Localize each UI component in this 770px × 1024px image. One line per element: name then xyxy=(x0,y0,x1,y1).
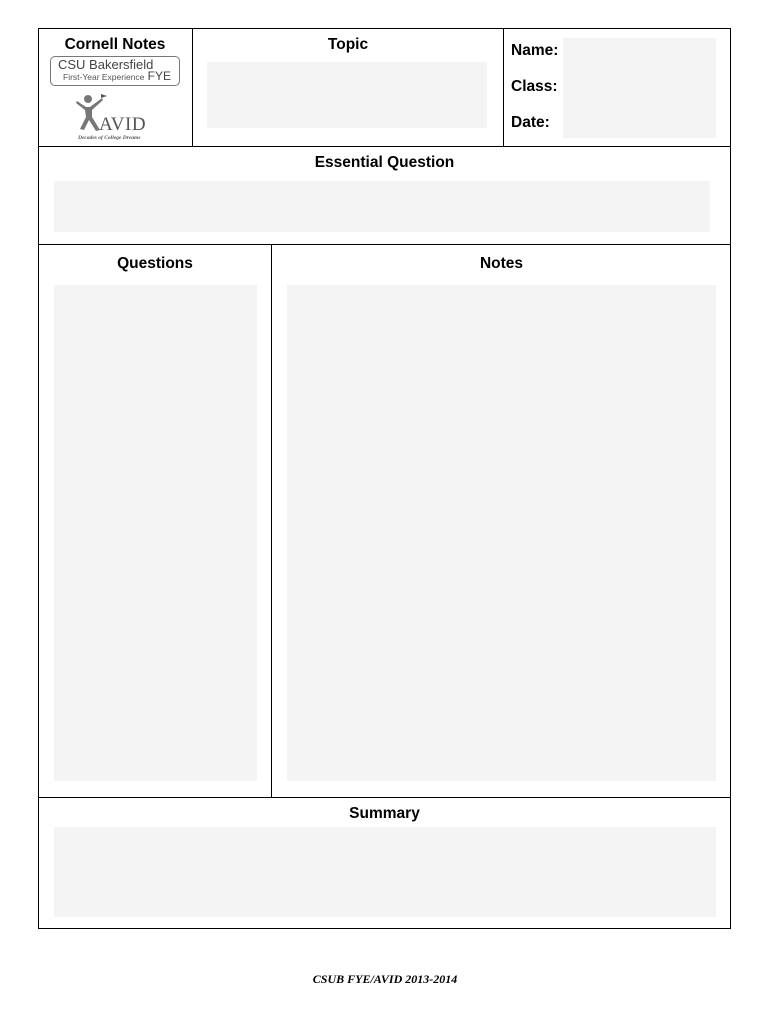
cornell-notes-title: Cornell Notes xyxy=(64,36,166,53)
notes-field[interactable] xyxy=(287,285,716,781)
essential-question-field[interactable] xyxy=(54,181,710,232)
class-label: Class: xyxy=(511,78,558,95)
csu-bakersfield-logo xyxy=(50,56,180,86)
questions-label: Questions xyxy=(117,255,193,272)
summary-divider xyxy=(38,797,731,798)
topic-field[interactable] xyxy=(207,62,487,128)
date-label: Date: xyxy=(511,114,550,131)
questions-field[interactable] xyxy=(54,285,257,781)
summary-field[interactable] xyxy=(54,827,716,917)
csu-logo-subtitle: First-Year Experience xyxy=(63,72,145,82)
questions-notes-divider xyxy=(271,244,272,797)
avid-tagline: Decades of College Dreams xyxy=(78,135,141,141)
topic-label: Topic xyxy=(327,36,369,53)
essential-question-label: Essential Question xyxy=(314,154,455,171)
topic-name-divider xyxy=(503,28,504,146)
name-class-date-field[interactable] xyxy=(563,38,716,138)
notes-label: Notes xyxy=(479,255,524,272)
essential-question-divider xyxy=(38,244,731,245)
footer-text: CSUB FYE/AVID 2013-2014 xyxy=(312,972,458,986)
csu-logo-title: CSU Bakersfield xyxy=(58,57,154,72)
header-divider xyxy=(38,146,731,147)
csu-logo-badge: FYE xyxy=(147,69,171,83)
summary-label: Summary xyxy=(349,805,420,822)
avid-wordmark: AVID xyxy=(99,114,147,135)
name-label: Name: xyxy=(511,42,559,59)
